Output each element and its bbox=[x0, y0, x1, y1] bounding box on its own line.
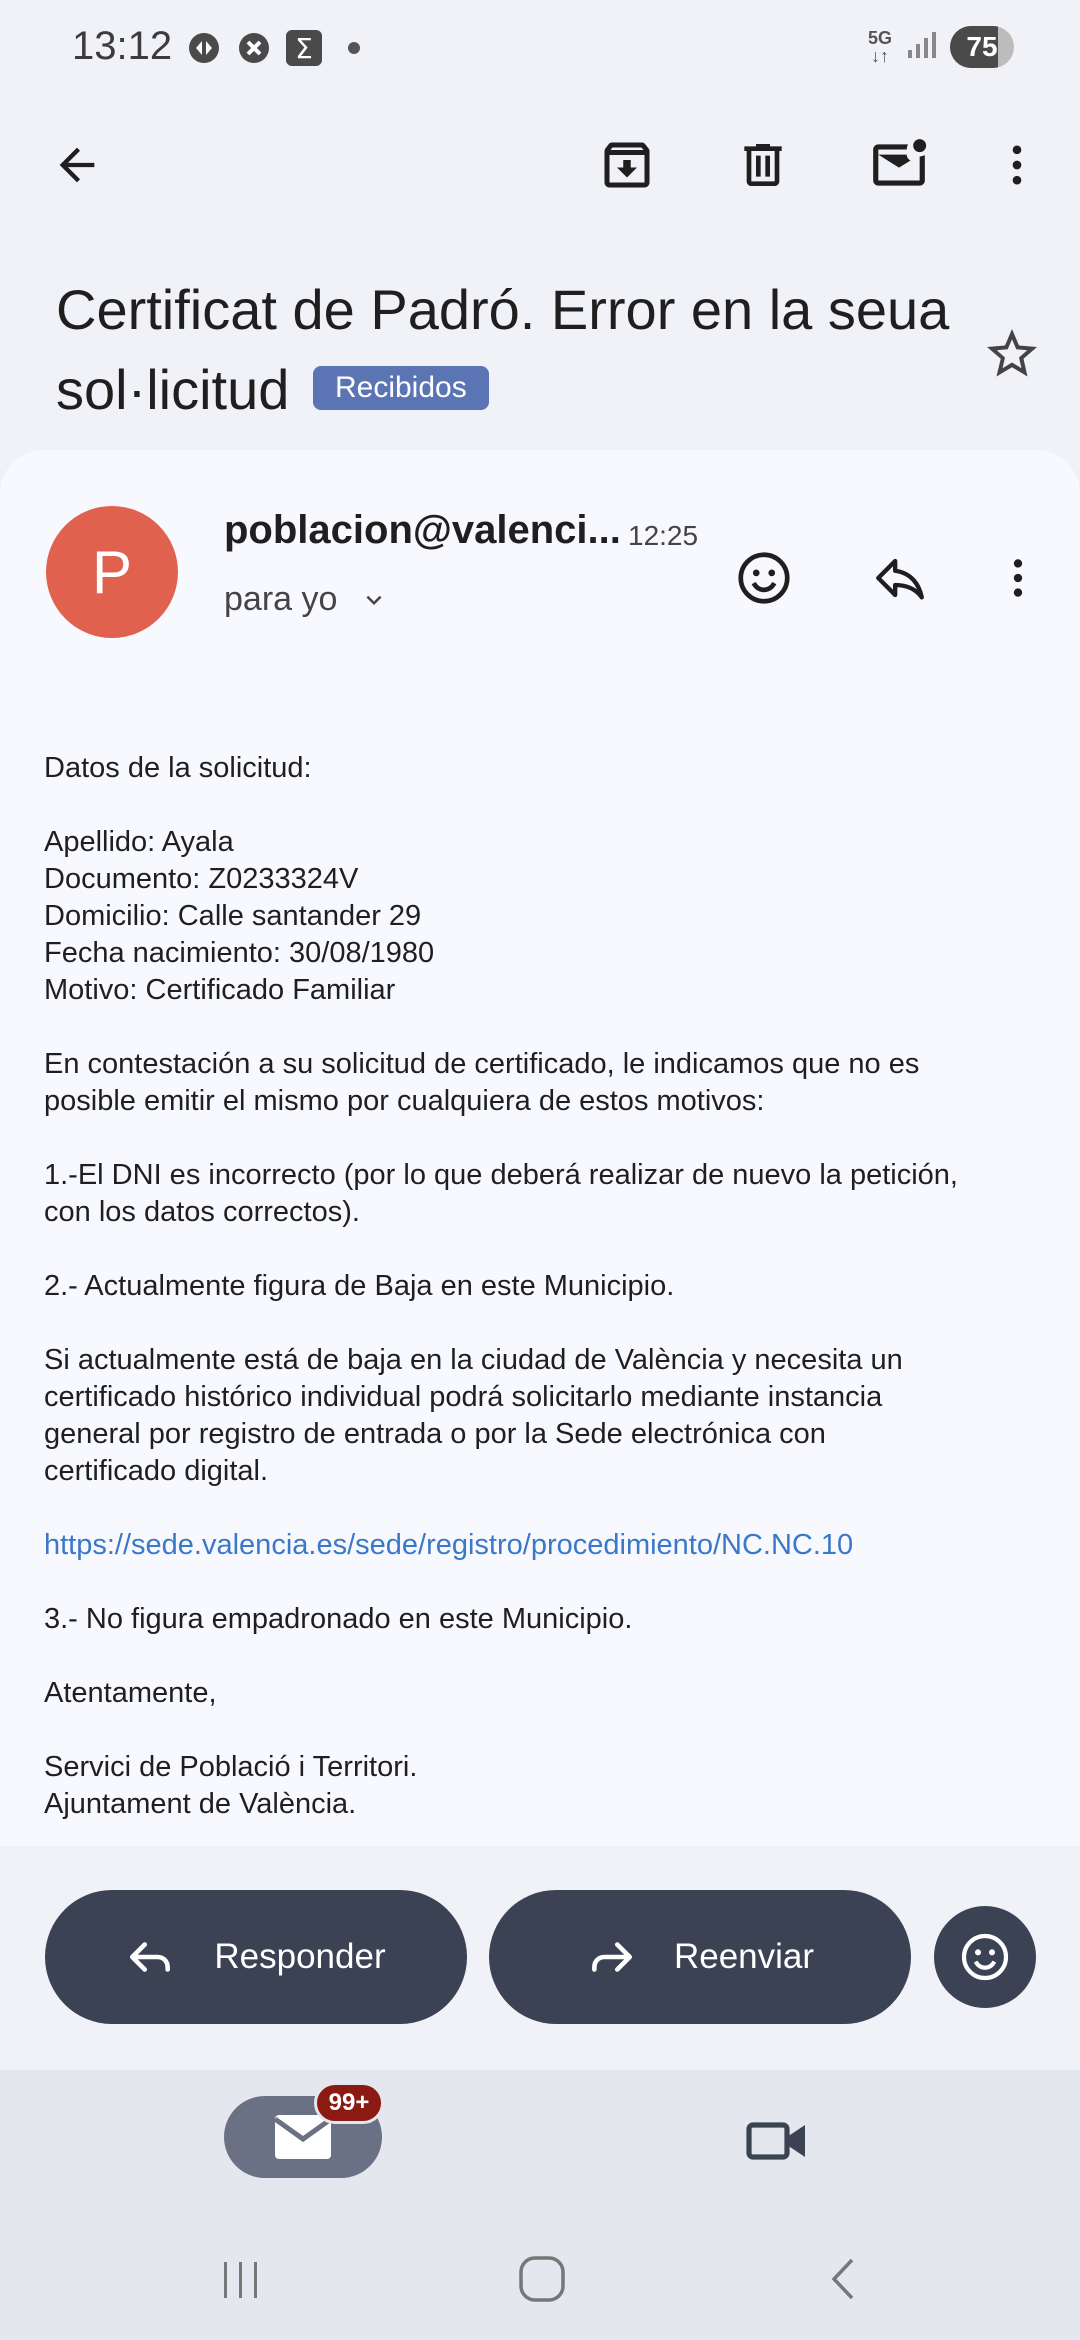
sender-avatar[interactable]: P bbox=[46, 506, 178, 638]
forward-label: Reenviar bbox=[673, 1937, 815, 1976]
reply-label: Responder bbox=[214, 1937, 386, 1976]
sender-name[interactable]: poblacion@valenci... bbox=[224, 508, 621, 552]
field-line: Domicilio: Calle santander 29 bbox=[44, 900, 422, 932]
svg-text:Σ: Σ bbox=[295, 32, 313, 65]
label-chip[interactable]: Recibidos bbox=[313, 366, 489, 410]
body-text: 2.- Actualmente figura de Baja en este Municipio. bbox=[44, 1270, 675, 1302]
network-type: 5G ↓↑ bbox=[867, 28, 892, 66]
message-more-icon[interactable] bbox=[978, 538, 1058, 618]
carrefour-icon bbox=[186, 30, 222, 66]
email-time: 12:25 bbox=[628, 520, 699, 551]
notification-icons bbox=[186, 30, 372, 66]
reply-arrow-icon bbox=[126, 1932, 176, 1982]
home-icon[interactable] bbox=[507, 2244, 577, 2314]
status-time: 13:12 bbox=[72, 24, 173, 68]
field-line: Documento: Z0233324V bbox=[44, 863, 359, 895]
system-navigation bbox=[0, 2210, 1080, 2340]
field-line: Apellido: Ayala bbox=[44, 826, 234, 858]
email-body bbox=[44, 750, 1034, 1823]
meet-tab[interactable] bbox=[742, 2106, 812, 2176]
body-text: Atentamente, bbox=[44, 1677, 217, 1709]
bottom-navigation bbox=[0, 2070, 1080, 2210]
body-text: Si actualmente está de baja en la ciudad de València y necesita un bbox=[44, 1344, 903, 1376]
sede-link[interactable]: https://sede.valencia.es/sede/registro/procedimiento/NC.NC.10 bbox=[44, 1529, 854, 1561]
field-line: Motivo: Certificado Familiar bbox=[44, 974, 396, 1006]
body-text: 3.- No figura empadronado en este Municipio. bbox=[44, 1603, 633, 1635]
more-vert-icon[interactable] bbox=[972, 120, 1062, 210]
add-reaction-icon[interactable] bbox=[724, 538, 804, 618]
body-text: general por registro de entrada o por la Sede electrónica con bbox=[44, 1418, 826, 1450]
mark-unread-icon[interactable] bbox=[854, 120, 944, 210]
reaction-button[interactable] bbox=[934, 1906, 1036, 2008]
body-text: con los datos correctos). bbox=[44, 1196, 360, 1228]
reply-button[interactable] bbox=[45, 1890, 467, 2024]
status-bar bbox=[0, 0, 1080, 96]
archive-icon[interactable] bbox=[582, 120, 672, 210]
video-camera-icon bbox=[745, 2116, 809, 2166]
app-notification-icon bbox=[236, 30, 272, 66]
body-text: certificado histórico individual podrá solicitarlo mediante instancia bbox=[44, 1381, 883, 1413]
reply-icon[interactable] bbox=[860, 538, 940, 618]
body-text: posible emitir el mismo por cualquiera de estos motivos: bbox=[44, 1085, 765, 1117]
top-toolbar bbox=[0, 120, 1080, 210]
subject-text: Certificat de Padró. Error en la seua sol·licitud bbox=[56, 278, 950, 421]
signature-line: Servici de Població i Territori. bbox=[44, 1751, 418, 1783]
emoji-icon bbox=[957, 1929, 1013, 1985]
field-line: Fecha nacimiento: 30/08/1980 bbox=[44, 937, 435, 969]
forward-button[interactable] bbox=[489, 1890, 911, 2024]
delete-icon[interactable] bbox=[718, 120, 808, 210]
body-text: En contestación a su solicitud de certificado, le indicamos que no es bbox=[44, 1048, 920, 1080]
sigma-icon bbox=[286, 30, 322, 66]
recent-apps-icon[interactable] bbox=[206, 2244, 276, 2314]
battery-indicator: 75 bbox=[950, 26, 1014, 68]
back-arrow-icon[interactable] bbox=[32, 120, 122, 210]
body-intro: Datos de la solicitud: bbox=[44, 752, 312, 784]
back-nav-icon[interactable] bbox=[810, 2244, 880, 2314]
email-subject bbox=[56, 270, 956, 430]
body-text: certificado digital. bbox=[44, 1455, 269, 1487]
forward-arrow-icon bbox=[586, 1932, 636, 1982]
star-icon[interactable] bbox=[976, 318, 1048, 390]
more-notifications-dot-icon bbox=[336, 30, 372, 66]
chevron-down-icon bbox=[359, 585, 389, 615]
recipient-text: para yo bbox=[224, 580, 338, 618]
signal-icon bbox=[906, 30, 936, 65]
recipient-details[interactable] bbox=[224, 580, 389, 619]
body-text: 1.-El DNI es incorrecto (por lo que deberá realizar de nuevo la petición, bbox=[44, 1159, 958, 1191]
email-card bbox=[0, 450, 1080, 1846]
unread-count-badge: 99+ bbox=[314, 2082, 384, 2124]
action-bar bbox=[0, 1846, 1080, 2070]
signature-line: Ajuntament de València. bbox=[44, 1788, 357, 1820]
